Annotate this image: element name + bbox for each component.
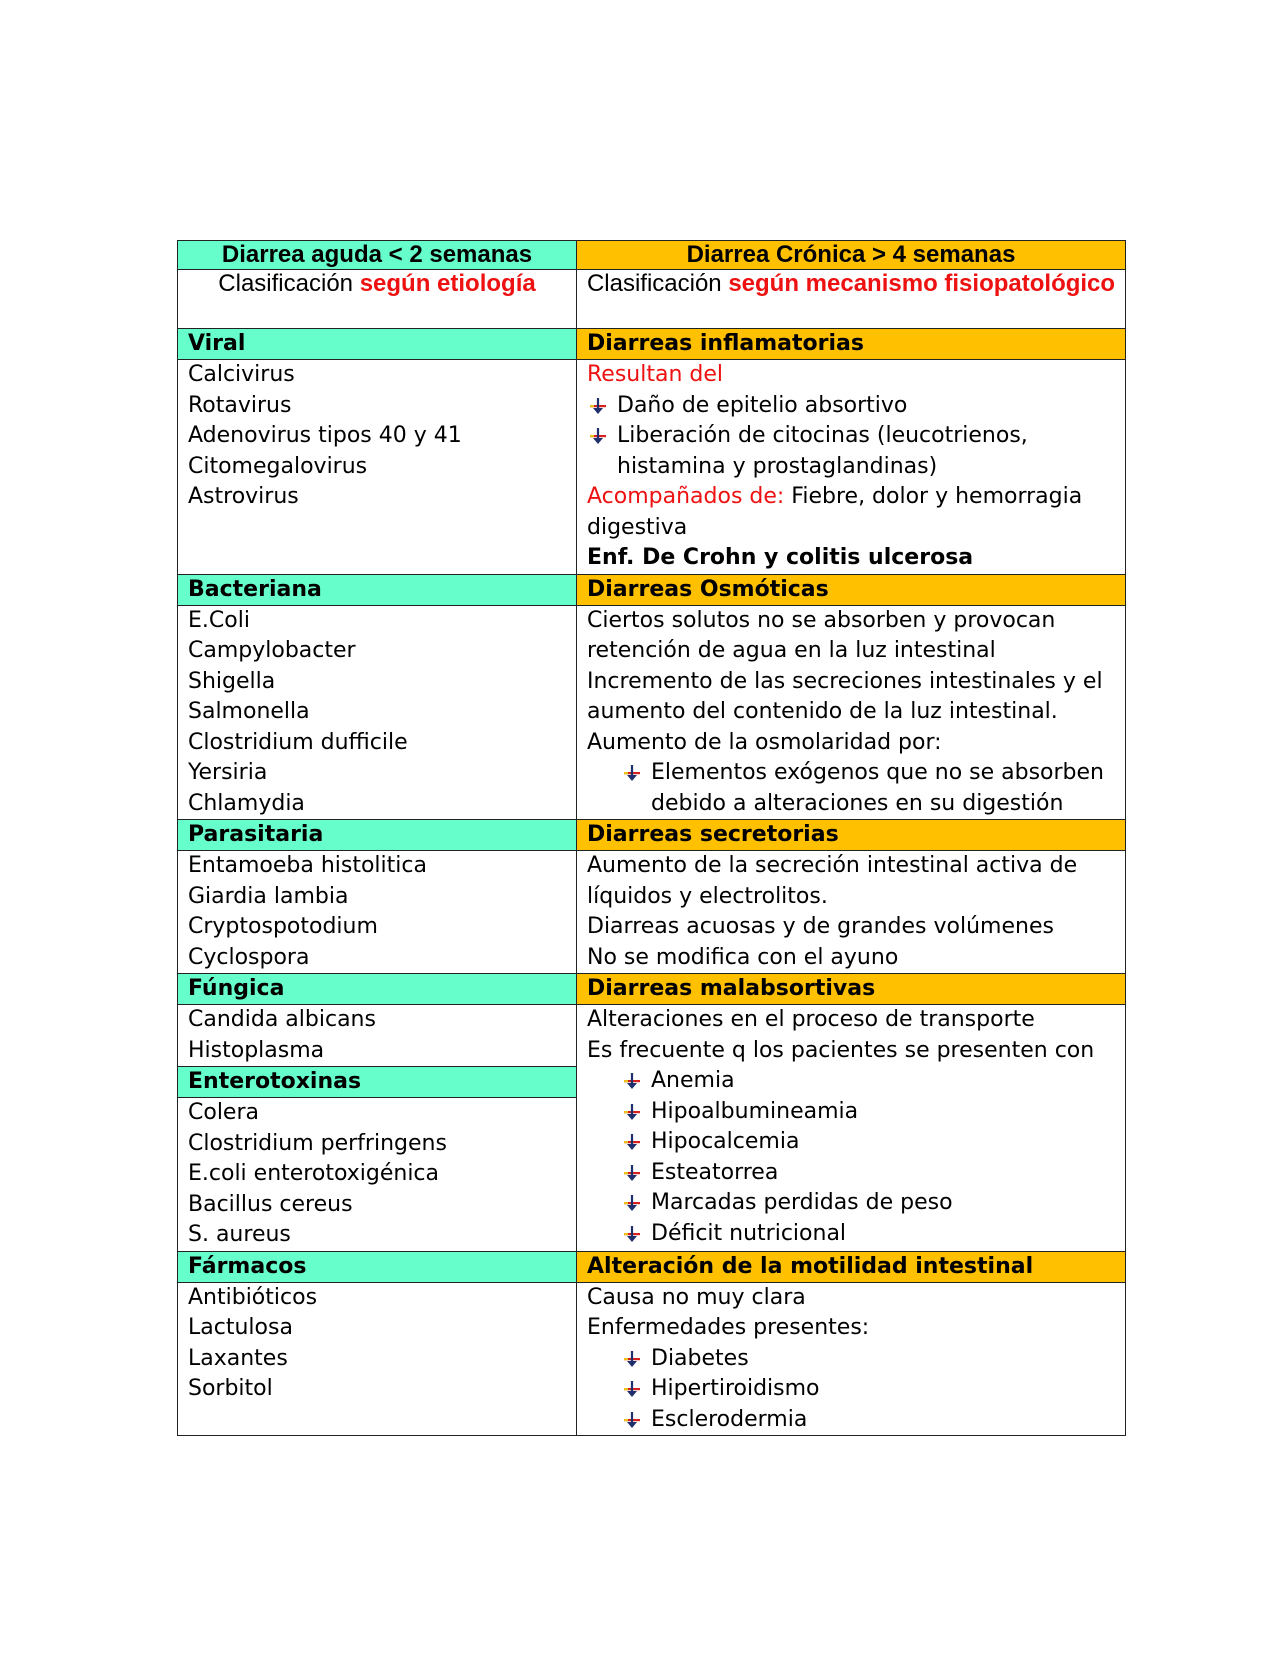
list-item: Campylobacter (188, 638, 356, 663)
bullet-text: Esclerodermia (651, 1406, 808, 1432)
list-item: Citomegalovirus (188, 453, 368, 479)
bullet-text: Hipoalbumineamia (651, 1098, 859, 1124)
bullet-item (587, 1344, 1115, 1375)
bullet-item (587, 1374, 1115, 1405)
enterotoxinas-title: Enterotoxinas (178, 1066, 576, 1098)
enterotoxinas-body (178, 1098, 576, 1251)
down-arrow-bullet-icon (621, 1188, 643, 1218)
list-item: Adenovirus tipos 40 y 41 (188, 423, 462, 448)
list-item: Enfermedades presentes: (587, 1315, 870, 1340)
bullet-text: Déficit nutricional (651, 1220, 847, 1246)
list-item: Aumento de la osmolaridad por: (587, 729, 942, 755)
fungica-title: Fúngica (178, 974, 577, 1005)
list-item: Es frecuente q los pacientes se presenten con (587, 1037, 1095, 1063)
list-item: Ciertos solutos no se absorben y provocan retención de agua en la luz intestinal (587, 607, 1056, 663)
bullet-item (587, 421, 1115, 482)
acute-header (178, 241, 577, 270)
bullet-text: Esteatorrea (651, 1159, 779, 1185)
down-arrow-bullet-icon (621, 1158, 643, 1188)
osmoticas-title: Diarreas Osmóticas (577, 574, 1126, 605)
bullet-text: Hipertiroidismo (651, 1376, 820, 1401)
down-arrow-bullet-icon (621, 1405, 643, 1435)
down-arrow-bullet-icon (621, 1127, 643, 1157)
section-body-row (178, 605, 1126, 820)
bullet-item (587, 1188, 1115, 1219)
bullet-text: Liberación de citocinas (leucotrienos, histamina y prostaglandinas) (617, 423, 1028, 479)
bullet-text: Hipocalcemia (651, 1129, 800, 1154)
farmacos-title: Fármacos (178, 1251, 577, 1282)
list-item: No se modifica con el ayuno (587, 944, 899, 970)
list-item: Giardia lambia (188, 883, 349, 909)
down-arrow-bullet-icon (621, 1219, 643, 1249)
osmoticas-bullets (587, 758, 1115, 819)
fungica-body (178, 1005, 576, 1066)
list-item: Aumento de la secreción intestinal activa de líquidos y electrolitos. (587, 853, 1078, 909)
section-title-row (178, 329, 1126, 360)
inflamatorias-intro: Resultan del (587, 362, 724, 387)
header-row (178, 241, 1126, 270)
list-item: Astrovirus (188, 484, 299, 509)
list-item: Entamoeba histolitica (188, 853, 427, 878)
chronic-sub-plain: Clasificación (586, 270, 729, 297)
down-arrow-bullet-icon (587, 391, 609, 421)
bullet-text: Elementos exógenos que no se absorben debido a alteraciones en su digestión (651, 760, 1104, 816)
inflamatorias-acomp (587, 482, 1115, 543)
chronic-sub-red: según mecanismo fisiopatológico (728, 270, 1116, 297)
chronic-header (577, 241, 1126, 270)
list-item: Colera (188, 1100, 259, 1125)
acute-header-text: Diarrea aguda < 2 semanas (221, 241, 533, 268)
section-title-row (178, 974, 1126, 1005)
malabsortivas-title: Diarreas malabsortivas (577, 974, 1126, 1005)
bullet-item (587, 1097, 1115, 1128)
inflamatorias-bullets (587, 391, 1115, 483)
bullet-text: Diabetes (651, 1345, 749, 1371)
malabsortivas-body (577, 1005, 1126, 1252)
diarrhea-classification-table (177, 240, 1126, 1436)
osmoticas-body (577, 605, 1126, 820)
bacteriana-title: Bacteriana (178, 574, 577, 605)
list-item: Candida albicans (188, 1007, 376, 1032)
fungica-enterotoxinas-cell (178, 1005, 577, 1252)
acute-sub-plain: Clasificación (218, 270, 360, 297)
bacteriana-body (178, 605, 577, 820)
list-item: Lactulosa (188, 1315, 293, 1340)
subheader-row (178, 270, 1126, 329)
list-item: S. aureus (188, 1222, 291, 1247)
malabsortivas-lines (587, 1005, 1115, 1066)
down-arrow-bullet-icon (621, 758, 643, 788)
parasitaria-body (178, 851, 577, 974)
section-body-row (178, 360, 1126, 575)
farmacos-body (178, 1282, 577, 1436)
document-page (177, 240, 1125, 1436)
list-item: Histoplasma (188, 1037, 325, 1063)
secretorias-body (577, 851, 1126, 974)
section-body-row (178, 1282, 1126, 1436)
bullet-item (587, 1127, 1115, 1158)
bullet-item (587, 1066, 1115, 1097)
parasitaria-title: Parasitaria (178, 820, 577, 851)
list-item: Laxantes (188, 1345, 288, 1371)
bullet-item (587, 1405, 1115, 1436)
list-item: Yersiria (188, 760, 268, 785)
acomp-text: Fiebre, dolor y hemorragia digestiva (587, 484, 1083, 540)
list-item: Calcivirus (188, 362, 295, 387)
bullet-item (587, 1158, 1115, 1189)
list-item: Rotavirus (188, 392, 292, 418)
list-item: E.coli enterotoxigénica (188, 1161, 440, 1186)
list-item: Antibióticos (188, 1284, 318, 1310)
bullet-text: Anemia (651, 1068, 735, 1093)
acute-sub-red: según etiología (359, 270, 536, 297)
list-item: Clostridium perfringens (188, 1130, 447, 1156)
section-title-row (178, 574, 1126, 605)
section-title-row (178, 1251, 1126, 1282)
bullet-item (587, 391, 1115, 422)
list-item: Shigella (188, 668, 276, 694)
chronic-header-text: Diarrea Crónica > 4 semanas (686, 241, 1016, 268)
motilidad-body (577, 1282, 1126, 1436)
down-arrow-bullet-icon (621, 1097, 643, 1127)
list-item: Clostridium dufficile (188, 729, 408, 755)
inflamatorias-body (577, 360, 1126, 575)
bullet-item (587, 1219, 1115, 1250)
list-item: Cryptospotodium (188, 914, 378, 939)
inflamatorias-bold-line: Enf. De Crohn y colitis ulcerosa (587, 545, 974, 570)
list-item: Sorbitol (188, 1376, 273, 1401)
motilidad-lines (587, 1283, 1115, 1344)
list-item: Causa no muy clara (587, 1284, 806, 1310)
list-item: Chlamydia (188, 790, 305, 816)
down-arrow-bullet-icon (621, 1066, 643, 1096)
bullet-text: Daño de epitelio absortivo (617, 392, 908, 418)
viral-body (178, 360, 577, 575)
malabsortivas-bullets (587, 1066, 1115, 1249)
list-item: Diarreas acuosas y de grandes volúmenes (587, 914, 1054, 939)
list-item: Salmonella (188, 699, 310, 724)
bullet-item (587, 758, 1115, 819)
section-title-row (178, 820, 1126, 851)
down-arrow-bullet-icon (621, 1374, 643, 1404)
osmoticas-lines (587, 606, 1115, 759)
secretorias-title: Diarreas secretorias (577, 820, 1126, 851)
section-body-row (178, 851, 1126, 974)
chronic-subheader (577, 270, 1126, 329)
motilidad-title: Alteración de la motilidad intestinal (577, 1251, 1126, 1282)
down-arrow-bullet-icon (621, 1344, 643, 1374)
list-item: Bacillus cereus (188, 1191, 353, 1217)
list-item: Incremento de las secreciones intestinales y el aumento del contenido de la luz intestinal. (587, 668, 1103, 724)
list-item: Cyclospora (188, 944, 310, 970)
list-item: E.Coli (188, 607, 250, 633)
inflamatorias-title: Diarreas inflamatorias (577, 329, 1126, 360)
motilidad-bullets (587, 1344, 1115, 1436)
acute-subheader (178, 270, 577, 329)
section-body-row (178, 1005, 1126, 1252)
bullet-text: Marcadas perdidas de peso (651, 1190, 953, 1215)
viral-title: Viral (178, 329, 577, 360)
list-item: Alteraciones en el proceso de transporte (587, 1007, 1035, 1032)
down-arrow-bullet-icon (587, 421, 609, 451)
acomp-label: Acompañados de: (587, 484, 785, 509)
